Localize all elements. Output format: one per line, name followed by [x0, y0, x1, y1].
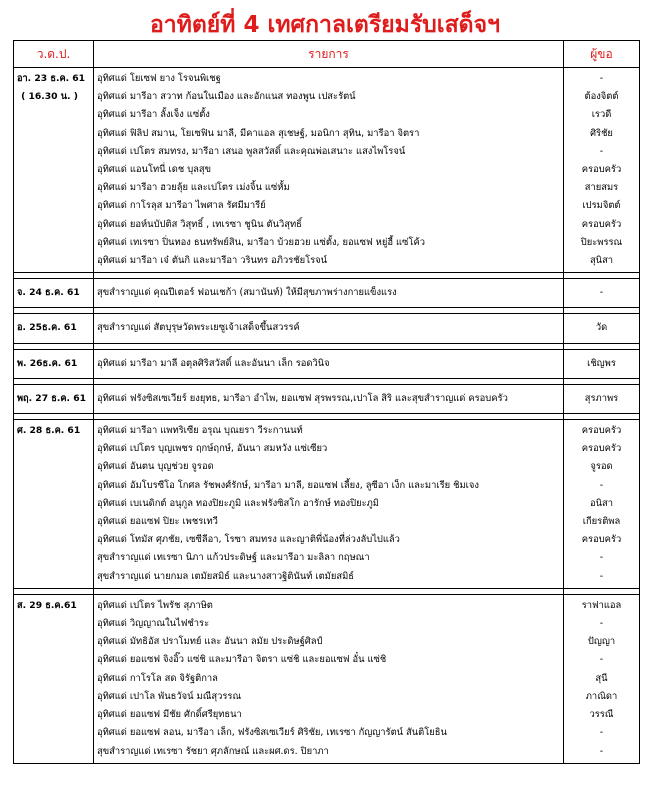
list-item: สุขสำราญแด่ เทเรซา นิภา แก้วประดิษฐ์ และมารีอา มะลิลา กฤษณา: [97, 552, 370, 564]
list-item: อุทิศแด่ ยอแซฟ ปิยะ เพชรเทวี: [97, 516, 218, 528]
table-row: [14, 594, 640, 763]
date-cell: [14, 68, 94, 273]
list-cell: [94, 384, 564, 413]
list-item: อุทิศแด่ ฟรังซิสเซเวียร์ ยงยุทธ, มารีอา อำไพ, ยอแซฟ สุรพรรณ,เปาโล สิริ และสุขสำราญแด่ ครอบครัว: [97, 392, 508, 404]
time-text: ( 16.30 น. ): [21, 91, 78, 103]
requester-name: ศิริชัย: [590, 127, 613, 139]
requester-name: ปิยะพรรณ: [580, 236, 623, 248]
table-row: [14, 314, 640, 343]
requester-cell: [564, 349, 640, 378]
date-cell: [14, 314, 94, 343]
list-item: อุทิศแด่ แอนโทนี่ เดช บุลสุข: [97, 164, 212, 176]
date-text: ส. 29 ธ.ค.61: [17, 599, 77, 611]
date-text: อา. 23 ธ.ค. 61: [17, 73, 86, 84]
requester-name: -: [599, 287, 604, 299]
requester-name: -: [599, 479, 604, 491]
requester-cell: [564, 384, 640, 413]
header-date: ว.ด.ป.: [14, 41, 94, 68]
list-item: อุทิศแด่ กาโรลุส มารีอา ไพศาล รัศมีมารีย์: [97, 200, 266, 212]
list-item: อุทิศแด่ วิญญาณในไฟชำระ: [97, 618, 210, 630]
requester-name: สายสมร: [584, 182, 619, 194]
list-item: สุขสำราญแด่ นายกมล เตมัยสมิธ์ และนางสาวฐิตินันท์ เตมัยสมิธ์: [97, 570, 354, 582]
requester-name: -: [599, 745, 604, 757]
date-text: ศ. 28 ธ.ค. 61: [17, 425, 81, 437]
requester-name: วรรณี: [589, 709, 614, 721]
requester-name: สุนิสา: [589, 255, 614, 267]
date-cell: [14, 384, 94, 413]
list-item: อุทิศแด่ อัมโบรซีโอ โกศล รัชพงศ์รักษ์, มารีอา มาลี, ยอแซฟ เลี้ยง, ลูซีอา เง็ก และมาเรีย ชิมเจง: [97, 479, 479, 491]
list-cell: [94, 279, 564, 308]
requester-name: สุนี: [595, 672, 608, 684]
list-item: อุทิศแด่ เบเนดิกต์ อนุกูล ทองปิยะภูมิ และฟรังซิสโก อารักษ์ ทองปิยะภูมิ: [97, 497, 379, 509]
requester-name: เชิญพร: [587, 357, 616, 369]
table-row: [14, 349, 640, 378]
requester-name: เรวดี: [591, 109, 612, 121]
list-item: อุทิศแด่ เปาโล พันธวัจน์ มณีสุวรรณ: [97, 690, 242, 702]
requester-name: -: [599, 570, 604, 582]
list-cell: [94, 420, 564, 589]
list-item: อุทิศแด่ มารีอา มาลี อตุลศิริสวัสดิ์ และอันนา เล็ก รอดวินิจ: [97, 357, 330, 369]
list-cell: [94, 349, 564, 378]
requester-cell: [564, 314, 640, 343]
header-list: รายการ: [94, 41, 564, 68]
requester-name: ราฟาแอล: [581, 599, 622, 611]
list-item: สุขสำราญแด่ สัตบุรุษวัดพระเยซูเจ้าเสด็จขึ้นสวรรค์: [97, 322, 300, 334]
date-text: พ. 26ธ.ค. 61: [17, 357, 78, 369]
requester-name: -: [599, 145, 604, 157]
list-item: สุขสำราญแด่ เทเรซา รัชยา ศุภลักษณ์ และผศ.ดร. ปิยาภา: [97, 745, 329, 757]
page-title: อาทิตย์ที่ 4 เทศกาลเตรียมรับเสด็จฯ: [149, 12, 500, 38]
requester-name: ต้องจิตต์: [584, 91, 619, 103]
table-row: [14, 384, 640, 413]
list-item: อุทิศแด่ เปโตร ไพรัช สุภาษิต: [97, 599, 213, 611]
table-header-row: [14, 41, 640, 68]
list-cell: [94, 68, 564, 273]
requester-name: -: [599, 727, 604, 739]
requester-name: อนิสา: [589, 497, 614, 509]
schedule-table: [13, 40, 640, 764]
list-item: อุทิศแด่ โยเซฟ ยาง โรจนพิเชฐ: [97, 73, 221, 84]
requester-cell: [564, 279, 640, 308]
list-cell: [94, 314, 564, 343]
requester-name: ปัญญา: [587, 636, 616, 648]
requester-name: ครอบครัว: [581, 425, 622, 437]
list-item: อุทิศแด่ ฟิลิป สมาน, โยเซฟิน มาลี, มีคาแอล สุเชษฐ์, มอนิกา สุทิน, มารีอา จิตรา: [97, 127, 420, 139]
requester-name: ครอบครัว: [581, 534, 622, 546]
requester-name: -: [599, 654, 604, 666]
date-text: พฤ. 27 ธ.ค. 61: [17, 392, 87, 404]
date-text: อ. 25ธ.ค. 61: [17, 322, 77, 334]
date-cell: [14, 420, 94, 589]
list-item: อุทิศแด่ มัทธิอัส ปราโมทย์ และ อันนา ลมัย ประดิษฐ์ศิลป์: [97, 636, 323, 648]
list-item: อุทิศแด่ ยอแซฟ มีชัย ศักดิ์ศรียุทธนา: [97, 709, 242, 721]
requester-name: -: [599, 552, 604, 564]
list-item: อุทิศแด่ อันตน บุญช่วย จูรอด: [97, 461, 214, 473]
requester-name: เกียรติพล: [582, 516, 621, 528]
list-cell: [94, 594, 564, 763]
list-item: อุทิศแด่ มารีอา เจ๋ ตันกิ และมารีอา วรินทร อภิวรชัยโรจน์: [97, 255, 328, 267]
list-item: อุทิศแด่ มารีอา สวาท ก้อนในเมือง และอักแนส ทองพูน เปสะรัตน์: [97, 91, 356, 103]
list-item: อุทิศแด่ เปโตร สมทรง, มารีอา เสนอ พูลสวัสดิ์ และคุณพ่อเสนาะ แสงไพโรจน์: [97, 145, 406, 157]
requester-name: สุรภาพร: [584, 392, 619, 404]
date-cell: [14, 349, 94, 378]
table-row: [14, 68, 640, 273]
list-item: อุทิศแด่ เทเรซา ปิ่นทอง ธนทรัพย์สิน, มารีอา บ้วยฮวย แซ่ตั้ง, ยอแซฟ หยู่ฮี้ แซ่โค้ว: [97, 236, 425, 248]
requester-name: ครอบครัว: [581, 443, 622, 455]
requester-name: -: [599, 618, 604, 630]
requester-cell: [564, 68, 640, 273]
requester-name: -: [599, 73, 604, 84]
requester-name: วัด: [595, 322, 608, 334]
date-cell: [14, 279, 94, 308]
list-item: อุทิศแด่ ยอแซฟ ลอน, มารีอา เล็ก, ฟรังซิสเซเวียร์ ศิริชัย, เทเรซา กัญญารัตน์ สันติโยธิน: [97, 727, 447, 739]
header-requester: ผู้ขอ: [564, 41, 640, 68]
requester-name: จูรอด: [590, 461, 613, 473]
requester-name: ครอบครัว: [581, 218, 622, 230]
date-cell: [14, 594, 94, 763]
list-item: อุทิศแด่ โทมัส ศุภชัย, เซซีลีอา, โรซา สมทรง และญาติพี่น้องที่ล่วงลับไปแล้ว: [97, 534, 400, 546]
requester-name: เปรมจิตต์: [582, 200, 621, 212]
list-item: อุทิศแด่ มารีอา ลั้งเจ็ง แซ่ตั้ง: [97, 109, 210, 121]
list-item: อุทิศแด่ มารีอา แพทริเซีย อรุณ บุณยรา วีระกานนท์: [97, 425, 303, 437]
list-item: อุทิศแด่ กาโรโล สด จิรัฐติกาล: [97, 672, 218, 684]
list-item: สุขสำราญแด่ คุณปีเตอร์ ฟอนเชก้า (สมานันท์) ให้มีสุขภาพร่างกายแข็งแรง: [97, 287, 397, 299]
list-item: อุทิศแด่ ยอห์นบัปติส วิสุทธิ์ , เทเรซา ชูนิน ตันวิสุทธิ์: [97, 218, 302, 230]
table-row: [14, 279, 640, 308]
requester-cell: [564, 594, 640, 763]
list-item: อุทิศแด่ ยอแซฟ จิงอิ๊ว แซ่ชิ และมารีอา จิตรา แซ่ชิ และยอแซฟ อั๋น แซ่ชิ: [97, 654, 387, 666]
list-item: อุทิศแด่ มารีอา ฮวยลุ้ย และเปโตร เม่งจิ้น แซ่หั้ม: [97, 182, 290, 194]
requester-name: ครอบครัว: [581, 164, 622, 176]
requester-name: ภาณิดา: [585, 690, 618, 702]
table-row: [14, 420, 640, 589]
requester-cell: [564, 420, 640, 589]
date-text: จ. 24 ธ.ค. 61: [17, 287, 80, 299]
list-item: อุทิศแด่ เปโตร บุญเพชร ฤกษ์ฤกษ์, อันนา สมหวัง แซ่เซียว: [97, 443, 328, 455]
